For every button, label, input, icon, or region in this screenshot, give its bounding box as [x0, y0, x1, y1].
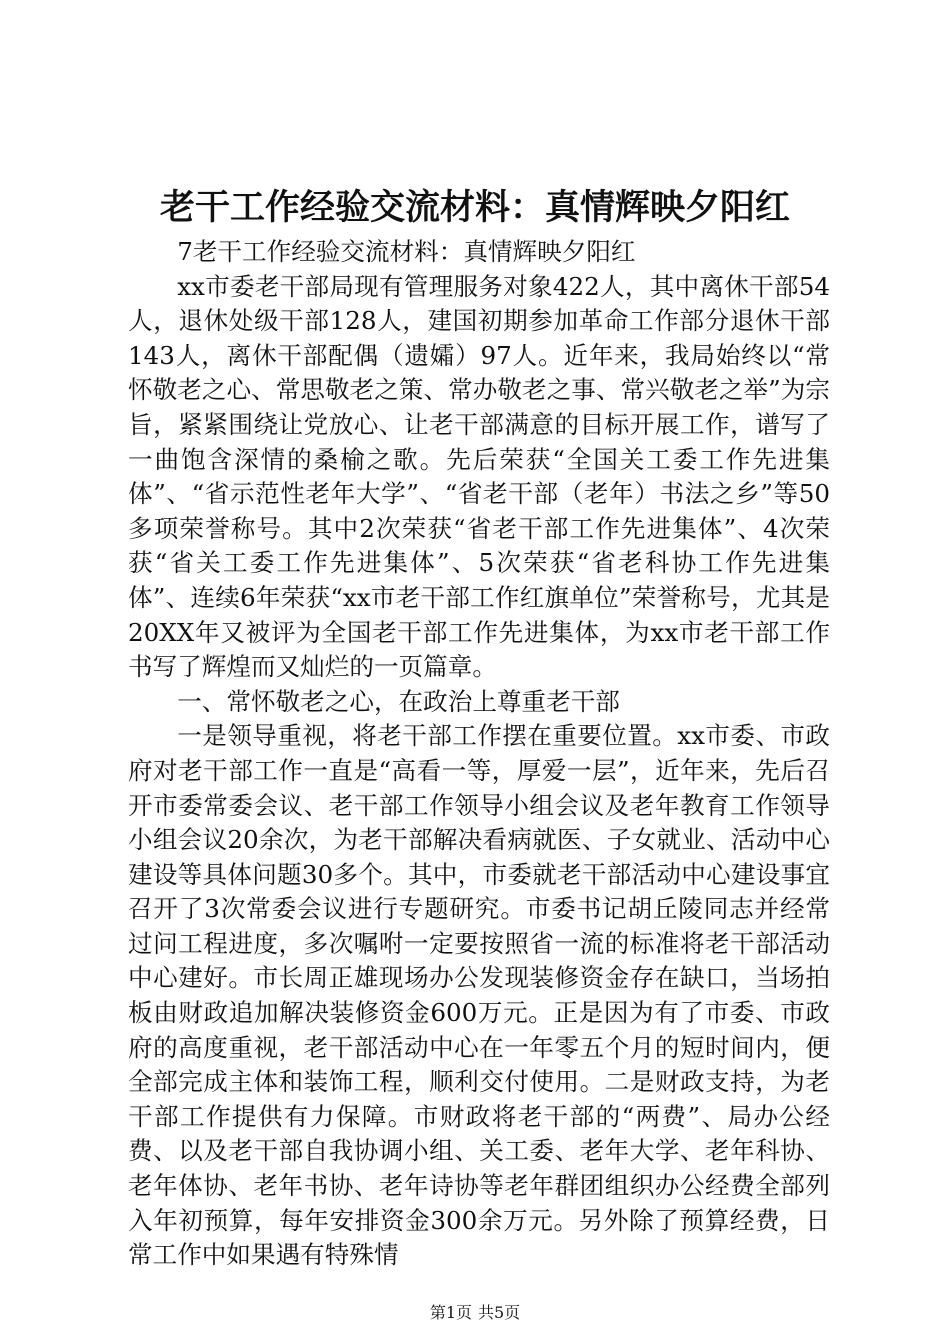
body-paragraph-section-one: 一是领导重视，将老干部工作摆在重要位置。xx市委、市政府对老干部工作一直是“高看一等，厚爱一层”，近年来，先后召开市委常委会议、老干部工作领导小组会议及老年教育工作领导小组会议20余次，为老干部解决看病就医、子女就业、活动中心建设等具体问题30多个。其中，市委就老干部活动中心建设事宜召开了3次常委会议进行专题研究。市委书记胡丘陵同志并经常过问工程进度，多次嘱咐一定要按照省一流的标准将老干部活动中心建好。市长周正雄现场办公发现装修资金存在缺口，当场拍板由财政追加解决装修资金600万元。正是因为有了市委、市政府的高度重视，老干部活动中心在一年零五个月的短时间内，便全部完成主体和装饰工程，顺利交付使用。二是财政支持，为老干部工作提供有力保障。市财政将老干部的“两费”、局办公经费、以及老干部自我协调小组、关工委、老年大学、老年科协、老年体协、老年书协、老年诗协等老年群团组织办公经费全部列入年初预算，每年安排资金300余万元。另外除了预算经费，日常工作中如果遇有特殊情	[128, 721, 830, 1270]
body-paragraph-subtitle: 7老干工作经验交流材料：真情辉映夕阳红	[177, 237, 636, 266]
document-body	[128, 235, 830, 1273]
page-total: 共5页	[478, 1303, 521, 1322]
page-footer	[0, 1302, 950, 1324]
page-number: 第1页	[429, 1303, 472, 1322]
body-paragraph-intro: xx市委老干部局现有管理服务对象422人，其中离休干部54人，退休处级干部128人，建国初期参加革命工作部分退休干部143人，离休干部配偶（遗孀）97人。近年来，我局始终以“常怀敬老之心、常思敬老之策、常办敬老之事、常兴敬老之举”为宗旨，紧紧围绕让党放心、让老干部满意的目标开展工作，谱写了一曲饱含深情的桑榆之歌。先后荣获“全国关工委工作先进集体”、“省示范性老年大学”、“省老干部（老年）书法之乡”等50多项荣誉称号。其中2次荣获“省老干部工作先进集体”、4次荣获“省关工委工作先进集体”、5次荣获“省老科协工作先进集体”、连续6年荣获“xx市老干部工作红旗单位”荣誉称号，尤其是20XX年又被评为全国老干部工作先进集体，为xx市老干部工作书写了辉煌而又灿烂的一页篇章。	[128, 271, 830, 682]
section-heading: 一、常怀敬老之心，在政治上尊重老干部	[177, 686, 620, 716]
document-title: 老干工作经验交流材料：真情辉映夕阳红	[159, 187, 790, 228]
